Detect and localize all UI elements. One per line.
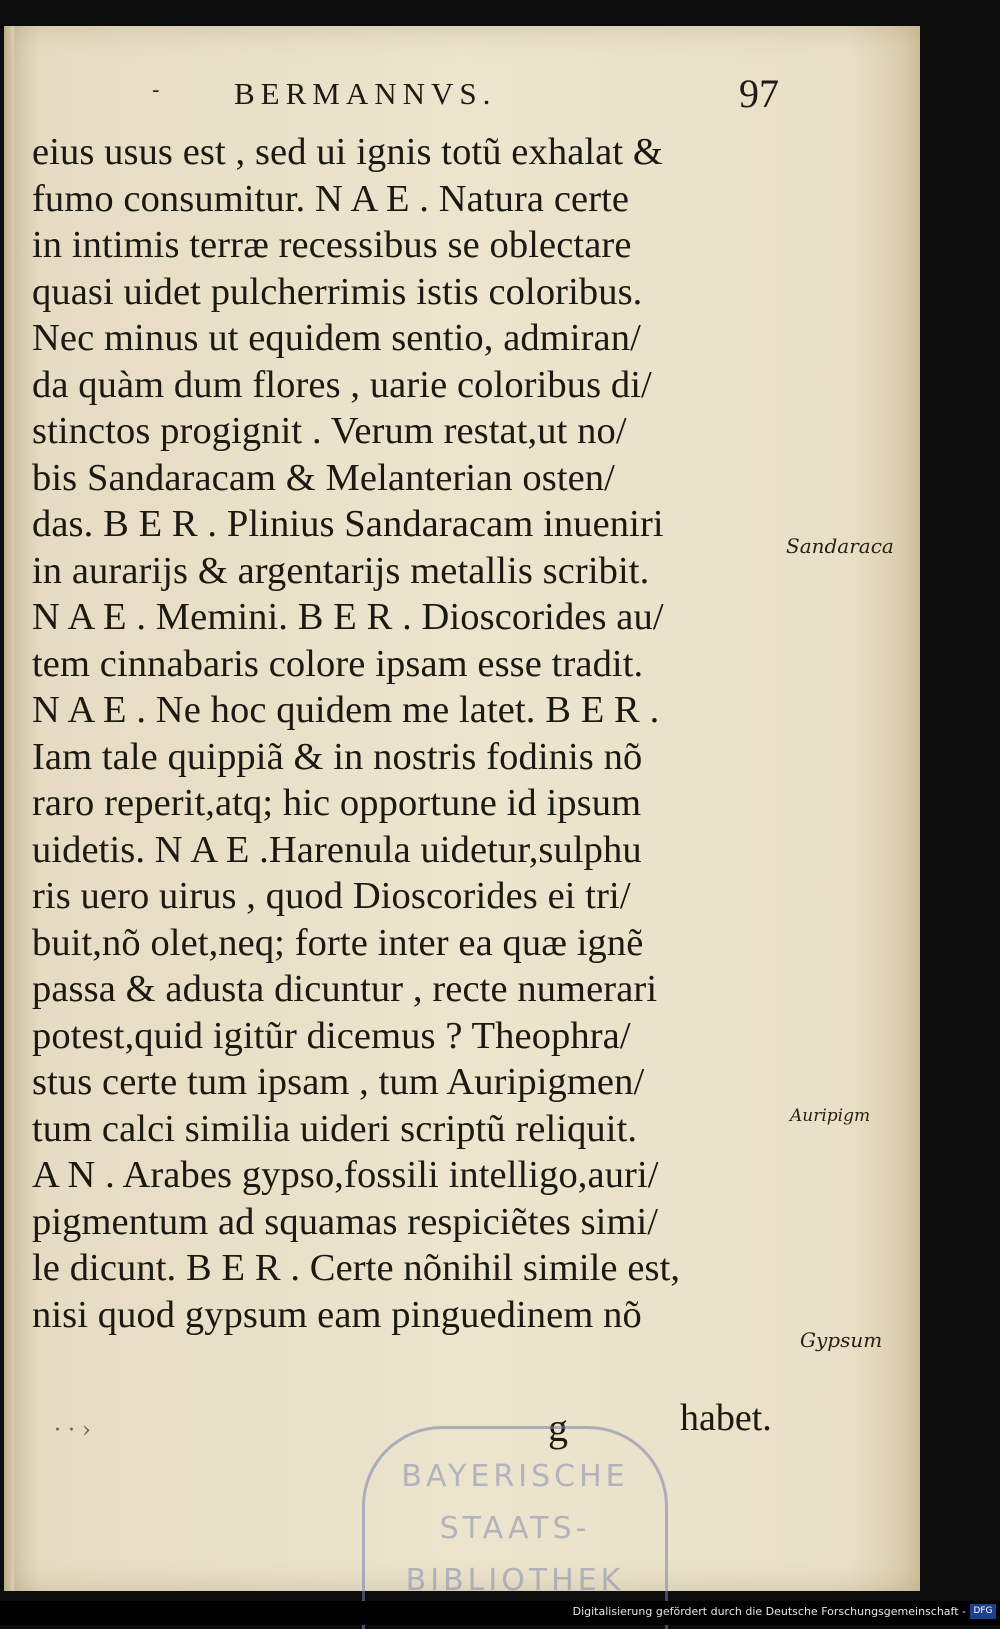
text-line: le dicunt. B E R . Certe nõnihil simile est, (32, 1247, 681, 1289)
dfg-logo: DFG (970, 1604, 996, 1619)
running-head-title: BERMANNVS. (234, 76, 497, 111)
text-line: da quàm dum flores , uarie coloribus di/ (32, 363, 652, 406)
book-page (4, 26, 920, 1598)
text-line: passa & adusta dicuntur , recte numerari (32, 968, 658, 1010)
text-line: tum calci similia uideri scriptũ reliquit. (32, 1107, 638, 1150)
stamp-line: BIBLIOTHEK (405, 1563, 625, 1598)
stamp-line: BAYERISCHE (401, 1459, 629, 1494)
stamp-line: STAATS- (439, 1511, 591, 1546)
page-number: 97 (739, 71, 779, 116)
text-line: Iam tale quippiã & in nostris fodinis nõ (32, 735, 643, 778)
text-line: A N . Arabes gypso,fossili intelligo,auri/ (32, 1154, 659, 1196)
text-line: N A E . Ne hoc quidem me latet. B E R . (32, 689, 660, 731)
text-line: potest,quid igitũr dicemus ? Theophra/ (32, 1014, 631, 1057)
text-line: uidetis. N A E .Harenula uidetur,sulphu (32, 828, 642, 871)
text-line: N A E . Memini. B E R . Dioscorides au/ (32, 596, 664, 638)
catchword: habet. (680, 1397, 772, 1439)
text-line: bis Sandaracam & Melanterian osten/ (32, 456, 615, 499)
text-line: buit,nõ olet,neq; forte inter ea quæ ignẽ (32, 921, 644, 964)
body-text (32, 129, 802, 1338)
text-line: Nec minus ut equidem sentio, admiran/ (32, 317, 641, 359)
marginal-note-gypsum: Gypsum (800, 1328, 883, 1352)
ink-smudge: · · › (54, 1418, 91, 1443)
text-line: in aurarijs & argentarijs metallis scribit. (32, 549, 650, 592)
text-line: nisi quod gypsum eam pinguedinem nõ (32, 1293, 642, 1336)
text-line: quasi uidet pulcherrimis istis coloribus. (32, 270, 643, 313)
text-line: fumo consumitur. N A E . Natura certe (32, 177, 630, 220)
text-line: in intimis terræ recessibus se oblectare (32, 224, 632, 266)
text-line: tem cinnabaris colore ipsam esse tradit. (32, 642, 644, 685)
marginal-note-sandaraca: Sandaraca (786, 534, 894, 558)
text-line: ris uero uirus , quod Dioscorides ei tri/ (32, 875, 631, 917)
library-stamp (362, 1426, 668, 1629)
marginal-note-auripigmentum: Auripigm (790, 1106, 871, 1126)
running-head (4, 70, 920, 116)
text-line: das. B E R . Plinius Sandaracam inueniri (32, 503, 664, 545)
text-line: eius usus est , sed ui ignis totũ exhalat & (32, 131, 663, 173)
signature-mark: g (548, 1405, 568, 1450)
digitization-footer (0, 1601, 1000, 1625)
text-line: stus certe tum ipsam , tum Auripigmen/ (32, 1061, 645, 1103)
page-gutter-edge (4, 26, 14, 1591)
text-line: stinctos progignit . Verum restat,ut no/ (32, 410, 627, 452)
footer-credit-text: Digitalisierung gefördert durch die Deutsche Forschungsgemeinschaft - (572, 1605, 966, 1618)
text-line: pigmentum ad squamas respiciẽtes simi/ (32, 1200, 659, 1243)
text-line: raro reperit,atq; hic opportune id ipsum (32, 782, 642, 824)
running-head-dash: - (152, 78, 160, 103)
